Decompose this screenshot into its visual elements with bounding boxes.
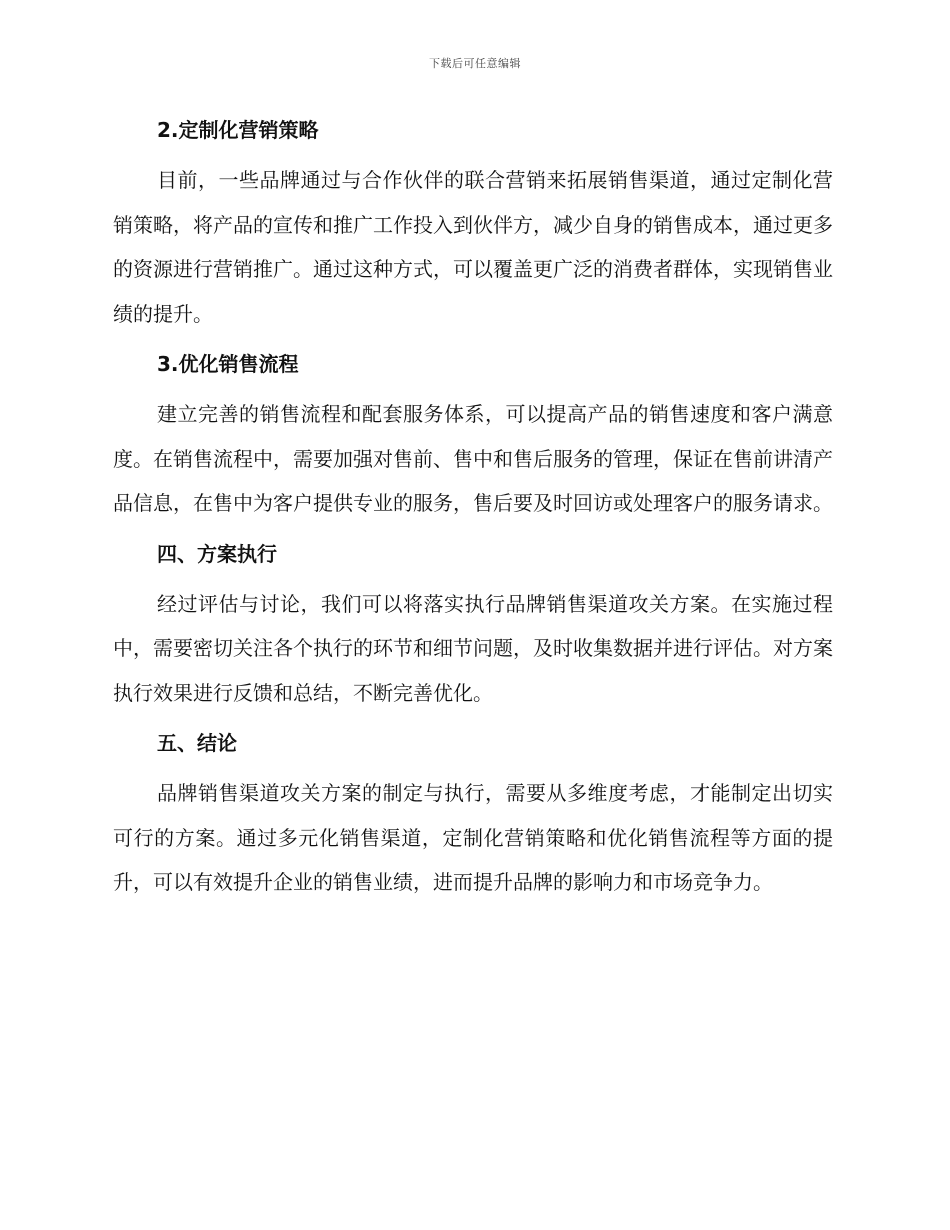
header-note: 下载后可任意编辑 — [429, 57, 521, 70]
section-paragraph-plan-execution: 经过评估与讨论，我们可以将落实执行品牌销售渠道攻关方案。在实施过程中，需要密切关注各个执行的环节和细节问题，及时收集数据并进行评估。对方案执行效果进行反馈和总结，不断完善优化。 — [113, 591, 833, 705]
section-heading-customized-marketing: 2.定制化营销策略 — [157, 118, 319, 142]
section-paragraph-customized-marketing: 目前，一些品牌通过与合作伙伴的联合营销来拓展销售渠道，通过定制化营销策略，将产品的宣传和推广工作投入到伙伴方，减少自身的销售成本，通过更多的资源进行营销推广。通过这种方式，可以覆盖更广泛的消费者群体，实现销售业绩的提升。 — [113, 168, 833, 326]
document-body — [113, 108, 833, 911]
section-paragraph-conclusion: 品牌销售渠道攻关方案的制定与执行，需要从多维度考虑，才能制定出切实可行的方案。通过多元化销售渠道，定制化营销策略和优化销售流程等方面的提升，可以有效提升企业的销售业绩，进而提升品牌的影响力和市场竞争力。 — [113, 781, 833, 894]
section-heading-plan-execution: 四、方案执行 — [157, 541, 277, 566]
section-heading-conclusion: 五、结论 — [157, 731, 237, 755]
section-heading-optimize-sales-process: 3.优化销售流程 — [157, 352, 299, 376]
section-paragraph-optimize-sales-process: 建立完善的销售流程和配套服务体系，可以提高产品的销售速度和客户满意度。在销售流程中，需要加强对售前、售中和售后服务的管理，保证在售前讲清产品信息，在售中为客户提供专业的服务，售后要及时回访或处理客户的服务请求。 — [113, 402, 833, 515]
